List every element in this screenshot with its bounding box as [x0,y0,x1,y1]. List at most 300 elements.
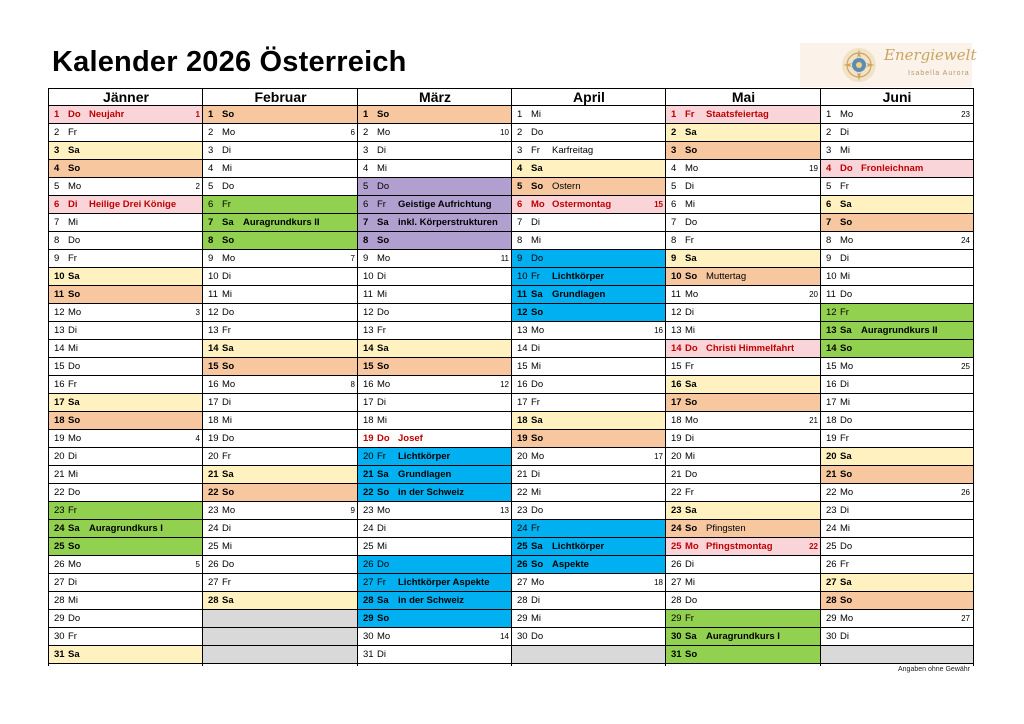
day-row [49,214,203,232]
weekday: Sa [685,631,697,642]
day-row [512,394,666,412]
weekday: Sa [377,217,389,228]
day-row [358,322,512,340]
day-row [821,322,973,340]
day-number: 21 [208,469,219,480]
day-number: 10 [517,271,528,282]
day-number: 15 [671,361,682,372]
weekday: Di [68,325,77,336]
footnote: Angaben ohne Gewähr [898,666,970,673]
day-row [666,232,821,250]
event-label: Muttertag [706,271,747,282]
empty-cell [203,646,358,664]
day-row [203,430,358,448]
weekday: Di [222,523,231,534]
weekday: So [222,235,235,246]
weekday: Fr [222,451,231,462]
page-title: Kalender 2026 Österreich [52,46,407,78]
day-number: 29 [517,613,528,624]
weekday: So [377,109,390,120]
event-label: in der Schweiz [398,487,464,498]
day-row [49,250,203,268]
weekday: Di [685,307,694,318]
weekday: Mi [222,163,233,174]
weekday: Sa [685,379,697,390]
weekday: Mi [377,415,388,426]
event-label: Lichtkörper [398,451,451,462]
event-label: Neujahr [89,109,125,120]
day-number: 28 [208,595,219,606]
weekday: Fr [222,325,231,336]
day-row [821,124,973,142]
event-label: Fronleichnam [861,163,924,174]
day-number: 4 [517,163,523,174]
day-number: 26 [363,559,374,570]
day-number: 24 [363,523,374,534]
day-row [358,466,512,484]
week-number: 13 [500,506,509,515]
day-row [821,502,973,520]
day-number: 18 [363,415,374,426]
day-number: 27 [826,577,837,588]
week-number: 6 [350,128,355,137]
weekday: Do [377,307,390,318]
day-row [49,628,203,646]
day-number: 20 [671,451,682,462]
week-number: 5 [195,560,200,569]
day-row [49,592,203,610]
week-number: 4 [195,434,200,443]
day-row [821,376,973,394]
weekday: Sa [531,289,543,300]
day-row [49,322,203,340]
day-number: 26 [208,559,219,570]
day-row [203,106,358,124]
weekday: Mo [685,541,699,552]
day-number: 5 [517,181,523,192]
weekday: Sa [377,469,389,480]
weekday: Do [531,631,544,642]
day-number: 3 [671,145,677,156]
weekday: Di [531,343,540,354]
week-number: 19 [809,164,818,173]
day-number: 15 [517,361,528,372]
event-label: Pfingsten [706,523,746,534]
day-number: 2 [671,127,677,138]
weekday: Mo [840,361,854,372]
day-number: 24 [826,523,837,534]
day-number: 22 [54,487,65,498]
weekday: Mi [531,109,542,120]
day-row [512,574,666,592]
day-number: 17 [363,397,374,408]
day-row [666,592,821,610]
weekday: Sa [68,523,80,534]
month-column [820,88,974,666]
day-row [49,610,203,628]
day-number: 25 [54,541,65,552]
day-number: 2 [54,127,60,138]
day-number: 16 [208,379,219,390]
day-row [512,556,666,574]
day-number: 13 [517,325,528,336]
logo-sub-text: Isabella Aurora [908,70,970,77]
day-row [49,556,203,574]
weekday: Fr [68,631,77,642]
day-number: 4 [208,163,214,174]
weekday: So [531,307,544,318]
logo-brand-text: Energiewelt [884,46,977,64]
day-number: 31 [54,649,65,660]
weekday: Fr [531,145,540,156]
day-row [203,250,358,268]
weekday: Mi [377,163,388,174]
weekday: So [377,235,390,246]
day-row [512,412,666,430]
weekday: Mo [685,289,699,300]
weekday: Mi [531,235,542,246]
day-row [203,286,358,304]
day-number: 29 [826,613,837,624]
month-header: Mai [666,88,821,106]
week-number: 26 [961,488,970,497]
weekday: Mo [531,199,545,210]
weekday: Do [685,343,698,354]
event-label: Ostermontag [552,199,612,210]
day-number: 23 [826,505,837,516]
day-number: 9 [671,253,677,264]
weekday: Mo [68,559,82,570]
day-number: 8 [826,235,832,246]
week-number: 16 [654,326,663,335]
day-number: 27 [54,577,65,588]
weekday: So [222,487,235,498]
day-row [203,394,358,412]
day-row [358,250,512,268]
weekday: Fr [840,181,849,192]
weekday: Mo [685,415,699,426]
weekday: Do [222,559,235,570]
weekday: So [531,433,544,444]
day-row [821,178,973,196]
day-number: 13 [826,325,837,336]
day-row [666,340,821,358]
week-number: 2 [195,182,200,191]
day-number: 17 [826,397,837,408]
day-number: 10 [826,271,837,282]
week-number: 21 [809,416,818,425]
day-number: 9 [208,253,214,264]
weekday: Fr [685,361,694,372]
day-number: 22 [208,487,219,498]
weekday: Do [377,559,390,570]
weekday: Di [840,631,849,642]
weekday: Mo [531,325,545,336]
day-row [49,430,203,448]
day-row [512,448,666,466]
week-number: 22 [809,542,818,551]
day-number: 2 [208,127,214,138]
day-row [49,376,203,394]
weekday: Mi [685,325,696,336]
day-number: 18 [826,415,837,426]
day-number: 20 [826,451,837,462]
day-number: 18 [208,415,219,426]
day-number: 3 [54,145,60,156]
day-row [358,286,512,304]
day-row [821,610,973,628]
weekday: Fr [840,559,849,570]
day-row [358,268,512,286]
day-row [821,448,973,466]
day-row [666,538,821,556]
weekday: Di [377,649,386,660]
event-label: Karfreitag [552,145,594,156]
day-row [512,322,666,340]
weekday: Di [531,217,540,228]
weekday: Di [68,577,77,588]
day-row [49,124,203,142]
day-row [821,628,973,646]
day-row [512,358,666,376]
weekday: Sa [685,505,697,516]
day-number: 27 [208,577,219,588]
weekday: Do [840,163,853,174]
event-label: Auragrundkurs I [89,523,163,534]
day-row [203,520,358,538]
day-row [512,268,666,286]
weekday: Sa [68,397,80,408]
weekday: So [531,559,544,570]
day-number: 6 [208,199,214,210]
mandala-icon [840,46,878,84]
day-number: 7 [517,217,523,228]
day-row [358,502,512,520]
weekday: Sa [222,217,234,228]
event-label: in der Schweiz [398,595,464,606]
weekday: Fr [531,271,540,282]
day-number: 27 [363,577,374,588]
day-number: 15 [826,361,837,372]
weekday: Mo [68,181,82,192]
day-row [49,286,203,304]
day-number: 31 [671,649,682,660]
day-number: 26 [54,559,65,570]
day-row [821,340,973,358]
day-row [821,196,973,214]
weekday: Mo [531,577,545,588]
day-row [49,466,203,484]
day-number: 1 [363,109,369,120]
event-label: Aspekte [552,559,589,570]
day-row [821,484,973,502]
weekday: So [68,541,81,552]
day-row [203,340,358,358]
week-number: 8 [350,380,355,389]
day-number: 13 [363,325,374,336]
day-number: 2 [826,127,832,138]
empty-cell [821,646,973,664]
day-row [821,232,973,250]
weekday: Fr [222,199,231,210]
day-number: 20 [517,451,528,462]
day-row [49,412,203,430]
day-row [666,502,821,520]
day-number: 30 [671,631,682,642]
day-number: 3 [208,145,214,156]
weekday: Do [68,109,81,120]
day-row [666,628,821,646]
day-row [666,124,821,142]
day-number: 21 [363,469,374,480]
month-header: Februar [203,88,358,106]
weekday: So [68,415,81,426]
weekday: Do [222,181,235,192]
week-number: 15 [654,200,663,209]
day-row [203,322,358,340]
weekday: Mo [68,307,82,318]
day-number: 1 [826,109,832,120]
day-number: 1 [671,109,677,120]
day-number: 19 [826,433,837,444]
day-number: 6 [517,199,523,210]
weekday: Do [222,433,235,444]
event-label: Pfingstmontag [706,541,773,552]
day-row [666,610,821,628]
weekday: Fr [685,109,695,120]
day-row [821,574,973,592]
day-row [512,232,666,250]
day-row [821,160,973,178]
day-number: 25 [517,541,528,552]
day-row [358,214,512,232]
day-row [203,592,358,610]
day-number: 7 [54,217,60,228]
day-number: 3 [826,145,832,156]
day-row [821,520,973,538]
weekday: Mi [68,343,79,354]
day-row [666,394,821,412]
day-number: 24 [54,523,65,534]
day-number: 22 [517,487,528,498]
weekday: So [685,397,698,408]
day-number: 26 [517,559,528,570]
weekday: Sa [222,343,234,354]
day-row [358,412,512,430]
event-label: Christi Himmelfahrt [706,343,795,354]
day-number: 18 [517,415,528,426]
day-row [821,250,973,268]
week-number: 9 [350,506,355,515]
day-number: 26 [671,559,682,570]
weekday: Sa [222,595,234,606]
weekday: So [377,487,390,498]
day-row [358,106,512,124]
day-number: 29 [54,613,65,624]
day-row [49,484,203,502]
weekday: Do [840,415,853,426]
weekday: Do [68,235,81,246]
day-row [203,484,358,502]
weekday: Di [531,595,540,606]
day-row [512,430,666,448]
weekday: Mo [68,433,82,444]
event-label: Ostern [552,181,581,192]
weekday: So [840,217,853,228]
weekday: Fr [531,523,540,534]
day-number: 20 [363,451,374,462]
day-number: 31 [363,649,374,660]
day-row [49,142,203,160]
day-number: 7 [363,217,369,228]
day-row [666,286,821,304]
weekday: Do [68,361,81,372]
day-row [512,142,666,160]
weekday: Sa [222,469,234,480]
month-header: April [512,88,666,106]
day-number: 28 [363,595,374,606]
day-row [203,178,358,196]
month-header: Juni [821,88,973,106]
weekday: So [685,145,698,156]
day-row [666,250,821,268]
day-number: 14 [208,343,219,354]
weekday: Di [68,199,78,210]
week-number: 11 [500,254,509,263]
day-row [666,448,821,466]
day-number: 25 [826,541,837,552]
weekday: Di [222,271,231,282]
day-number: 5 [671,181,677,192]
weekday: Di [685,433,694,444]
day-row [821,556,973,574]
day-number: 15 [363,361,374,372]
day-number: 25 [208,541,219,552]
day-row [49,520,203,538]
event-label: Auragrundkurs II [243,217,320,228]
weekday: Mo [685,163,699,174]
day-number: 10 [54,271,65,282]
event-label: Staatsfeiertag [706,109,769,120]
day-row [512,124,666,142]
day-number: 24 [208,523,219,534]
weekday: Sa [531,415,543,426]
weekday: Di [840,505,849,516]
day-number: 30 [363,631,374,642]
day-row [666,646,821,664]
day-number: 14 [826,343,837,354]
week-number: 17 [654,452,663,461]
day-row [49,268,203,286]
day-number: 30 [517,631,528,642]
weekday: Sa [531,163,543,174]
day-number: 6 [671,199,677,210]
day-row [512,610,666,628]
weekday: Do [840,541,853,552]
weekday: Mo [377,253,391,264]
day-row [512,538,666,556]
day-row [203,160,358,178]
day-number: 7 [671,217,677,228]
weekday: Do [377,181,390,192]
weekday: Mi [531,613,542,624]
day-number: 14 [54,343,65,354]
week-number: 23 [961,110,970,119]
weekday: Mo [840,235,854,246]
day-number: 5 [826,181,832,192]
day-number: 21 [671,469,682,480]
weekday: Mi [840,397,851,408]
